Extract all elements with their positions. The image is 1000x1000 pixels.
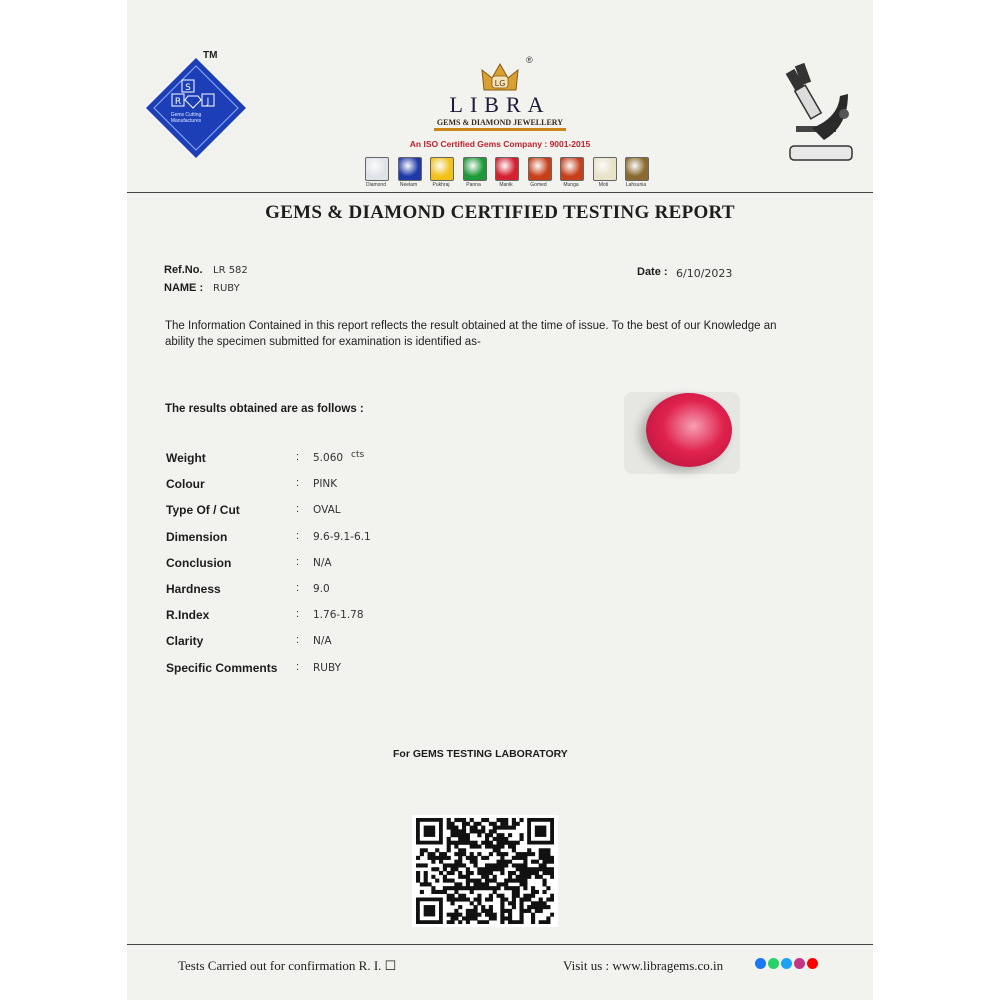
brand-subtitle: GEMS & DIAMOND JEWELLERY xyxy=(436,118,564,127)
gem-label: Munga xyxy=(563,182,579,188)
gem-label: Panna xyxy=(466,182,481,188)
microscope-icon xyxy=(782,62,862,170)
field-label: Dimension xyxy=(166,529,228,544)
instagram-icon[interactable] xyxy=(794,958,805,969)
brand-name: LIBRA xyxy=(449,92,551,117)
date-value: 6/10/2023 xyxy=(676,267,733,280)
trademark-mark: TM xyxy=(203,50,218,61)
gem-swatch-gomed xyxy=(528,157,552,181)
gem-label: Neelam xyxy=(399,182,418,188)
gem-label: Lahsunia xyxy=(625,182,647,188)
field-separator: : xyxy=(296,477,300,490)
date-label: Date : xyxy=(637,266,668,278)
facebook-icon[interactable] xyxy=(755,958,766,969)
gem-swatch-moti xyxy=(593,157,617,181)
brand-divider xyxy=(434,128,566,131)
gem-label: Pukhraj xyxy=(432,182,450,188)
field-separator: : xyxy=(296,529,300,542)
header-rule xyxy=(127,192,873,193)
field-label: Hardness xyxy=(166,582,221,596)
field-value: RUBY xyxy=(313,661,342,674)
qr-code-icon xyxy=(416,818,554,924)
field-value: OVAL xyxy=(313,504,341,517)
gem-label: Diamond xyxy=(365,182,386,188)
results-heading: The results obtained are as follows : xyxy=(165,403,364,415)
field-value: 9.0 xyxy=(313,583,330,595)
intro-paragraph: The Information Contained in this report reflects the result obtained at the time of issue. To the best of our Knowledge an ability the specimen submitted for examination is identified as- xyxy=(165,320,777,348)
ruby-gem-image xyxy=(646,393,732,467)
gem-swatch-panna xyxy=(463,157,487,181)
field-value: 9.6-9.1-6.1 xyxy=(313,530,371,543)
field-value: PINK xyxy=(313,478,338,491)
field-value: N/A xyxy=(313,635,332,648)
field-separator: : xyxy=(296,555,300,568)
gem-label: Gomed xyxy=(530,182,547,188)
ref-value: LR 582 xyxy=(213,265,248,276)
field-separator: : xyxy=(296,660,300,673)
field-label: Clarity xyxy=(166,634,204,649)
gem-swatch-manik xyxy=(495,157,519,181)
whatsapp-icon[interactable] xyxy=(768,958,779,969)
registered-mark: ® xyxy=(526,55,533,65)
tests-text: Tests Carried out for confirmation R. I. ☐ xyxy=(178,958,397,973)
field-label: Conclusion xyxy=(166,555,232,570)
srj-tagline: Gems Cutting Manufactures xyxy=(170,112,202,124)
lab-line: For GEMS TESTING LABORATORY xyxy=(393,748,568,760)
ref-label: Ref.No. xyxy=(164,264,203,276)
field-separator: : xyxy=(296,451,300,463)
twitter-icon[interactable] xyxy=(781,958,792,969)
field-separator: : xyxy=(296,634,300,647)
website-link[interactable]: Visit us : www.libragems.co.in xyxy=(563,958,724,973)
footer-rule xyxy=(127,944,873,945)
field-separator: : xyxy=(296,503,300,516)
field-label: Type Of / Cut xyxy=(166,503,240,518)
field-value: 1.76-1.78 xyxy=(313,609,364,622)
gem-swatch-lahsunia xyxy=(625,157,649,181)
libra-crown-icon xyxy=(478,60,522,96)
svg-text:J: J xyxy=(206,97,210,107)
svg-text:LG: LG xyxy=(494,79,506,88)
youtube-icon[interactable] xyxy=(807,958,818,969)
gem-swatch-diamond xyxy=(365,157,389,181)
gem-label: Moti xyxy=(598,182,609,188)
name-label: NAME : xyxy=(164,282,204,294)
field-label: Specific Comments xyxy=(166,660,278,675)
field-separator: : xyxy=(296,608,300,621)
field-value: 5.060 xyxy=(313,452,344,464)
gem-label: Manik xyxy=(499,182,513,188)
field-label: Weight xyxy=(166,451,206,465)
gem-swatch-munga xyxy=(560,157,584,181)
field-label: Colour xyxy=(166,477,205,492)
field-label: R.Index xyxy=(166,608,210,623)
svg-text:R: R xyxy=(174,97,182,107)
gem-swatch-pukhraj xyxy=(430,157,454,181)
field-value: N/A xyxy=(313,556,332,569)
field-separator: : xyxy=(296,582,300,594)
name-value: RUBY xyxy=(213,283,240,294)
svg-text:S: S xyxy=(185,83,191,93)
gem-swatch-neelam xyxy=(398,157,422,181)
iso-line: An ISO Certified Gems Company : 9001-2015 xyxy=(409,139,591,149)
report-title: GEMS & DIAMOND CERTIFIED TESTING REPORT xyxy=(265,202,735,223)
field-unit: cts xyxy=(351,450,365,460)
